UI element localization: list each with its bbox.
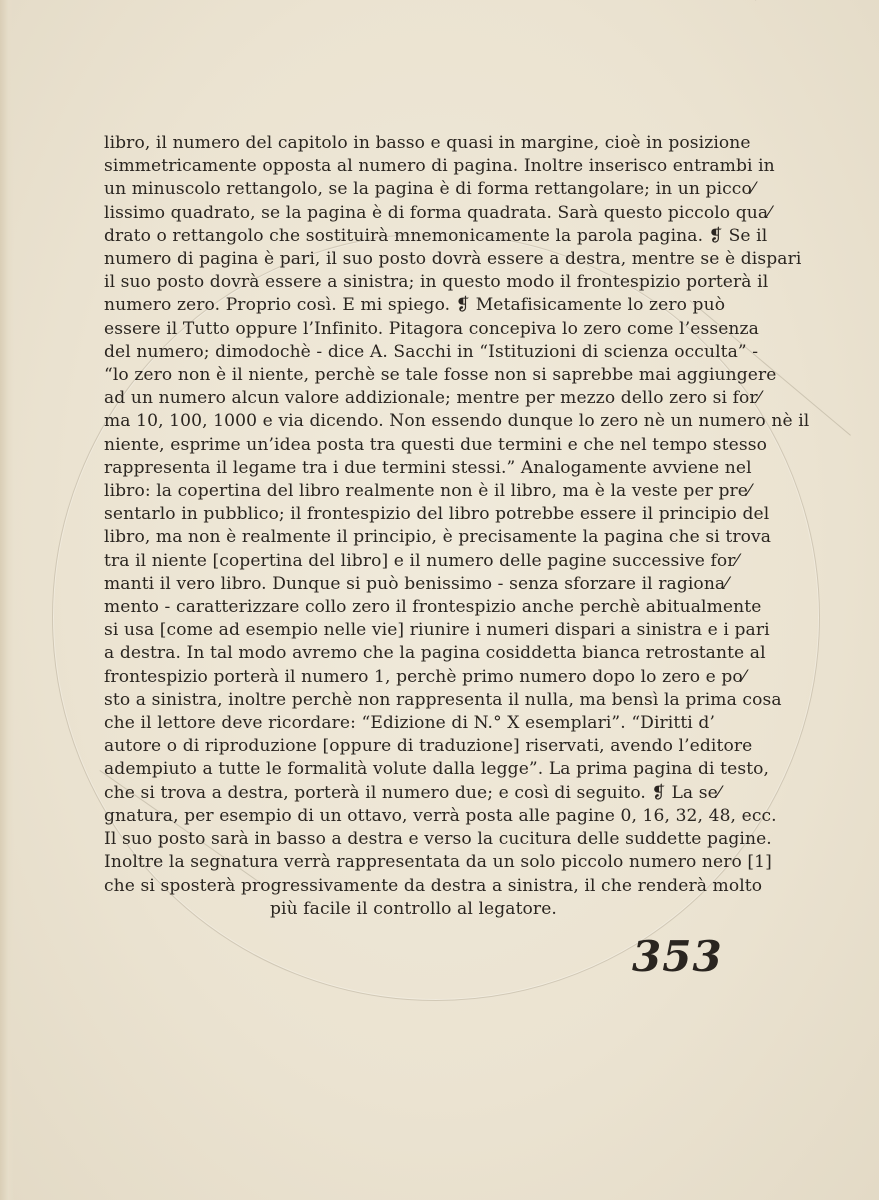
text-line: libro, ma non è realmente il principio, è precisamente la pagina che si trova (104, 527, 772, 548)
text-line: il suo posto dovrà essere a sinistra; in questo modo il frontespizio porterà il (104, 272, 769, 293)
text-line: ma 10, 100, 1000 e via dicendo. Non essendo dunque lo zero nè un numero nè il (104, 411, 810, 432)
text-line: adempiuto a tutte le formalità volute dalla legge”. La prima pagina di testo, (104, 759, 770, 780)
text-line: “lo zero non è il niente, perchè se tale fosse non si saprebbe mai aggiungere (104, 365, 777, 386)
text-line: simmetricamente opposta al numero di pagina. Inoltre inserisco entrambi in (104, 156, 775, 177)
text-line: frontespizio porterà il numero 1, perchè primo numero dopo lo zero e po⁄ (104, 666, 746, 687)
text-line: rappresenta il legame tra i due termini stessi.” Analogamente avviene nel (104, 457, 752, 478)
text-line: ad un numero alcun valore addizionale; mentre per mezzo dello zero si for⁄ (104, 388, 761, 409)
text-line: sto a sinistra, inoltre perchè non rappresenta il nulla, ma bensì la prima cosa (104, 689, 782, 710)
text-line: sentarlo in pubblico; il frontespizio del libro potrebbe essere il principio del (104, 504, 770, 525)
text-line: Inoltre la segnatura verrà rappresentata da un solo piccolo numero nero [1] (104, 852, 772, 873)
text-line: che si sposterà progressivamente da destra a sinistra, il che renderà molto (104, 875, 763, 896)
text-line: tra il niente [copertina del libro] e il numero delle pagine successive for⁄ (104, 550, 739, 571)
text-line: gnatura, per esempio di un ottavo, verrà posta alle pagine 0, 16, 32, 48, ecc. (104, 805, 777, 826)
text-line: manti il vero libro. Dunque si può benissimo - senza sforzare il ragiona⁄ (104, 573, 729, 594)
text-line: numero zero. Proprio così. E mi spiego. ❡ Metafisicamente lo zero può (104, 295, 726, 316)
text-line: libro, il numero del capitolo in basso e quasi in margine, cioè in posizione (104, 133, 751, 153)
text-line: del numero; dimodochè - dice A. Sacchi in “Istituzioni di scienza occulta” - (104, 341, 759, 362)
text-line: che il lettore deve ricordare: “Edizione di N.° X esemplari”. “Diritti d’ (104, 713, 715, 734)
text-line: drato o rettangolo che sostituirà mnemonicamente la parola pagina. ❡ Se il (104, 225, 768, 246)
text-line: Il suo posto sarà in basso a destra e verso la cucitura delle suddette pagine. (104, 829, 772, 850)
text-line: numero di pagina è pari, il suo posto dovrà essere a destra, mentre se è dispari (104, 249, 802, 270)
text-line: autore o di riproduzione [oppure di traduzione] riservati, avendo l’editore (104, 736, 753, 757)
text-line: libro: la copertina del libro realmente non è il libro, ma è la veste per pre⁄ (104, 481, 751, 502)
text-line: mento - caratterizzare collo zero il frontespizio anche perchè abitualmente (104, 597, 762, 618)
text-line: si usa [come ad esempio nelle vie] riunire i numeri dispari a sinistra e i pari (104, 620, 770, 641)
page-edge-shadow (0, 0, 14, 1200)
page-number: 353 (632, 932, 723, 981)
embossed-line (755, 0, 852, 1)
text-line: niente, esprime un’idea posta tra questi due termini e che nel tempo stesso (104, 434, 767, 455)
text-line: a destra. In tal modo avremo che la pagina cosiddetta bianca retrostante al (104, 643, 766, 664)
text-line: un minuscolo rettangolo, se la pagina è di forma rettangolare; in un picco⁄ (104, 179, 755, 200)
text-line: che si trova a destra, porterà il numero due; e così di seguito. ❡ La se⁄ (104, 782, 721, 803)
text-line: lissimo quadrato, se la pagina è di forma quadrata. Sarà questo piccolo qua⁄ (104, 202, 772, 223)
text-line: essere il Tutto oppure l’Infinito. Pitagora concepiva lo zero come l’essenza (104, 318, 759, 339)
body-text-block (104, 132, 810, 921)
text-line-final: più facile il controllo al legatore. (270, 898, 557, 919)
